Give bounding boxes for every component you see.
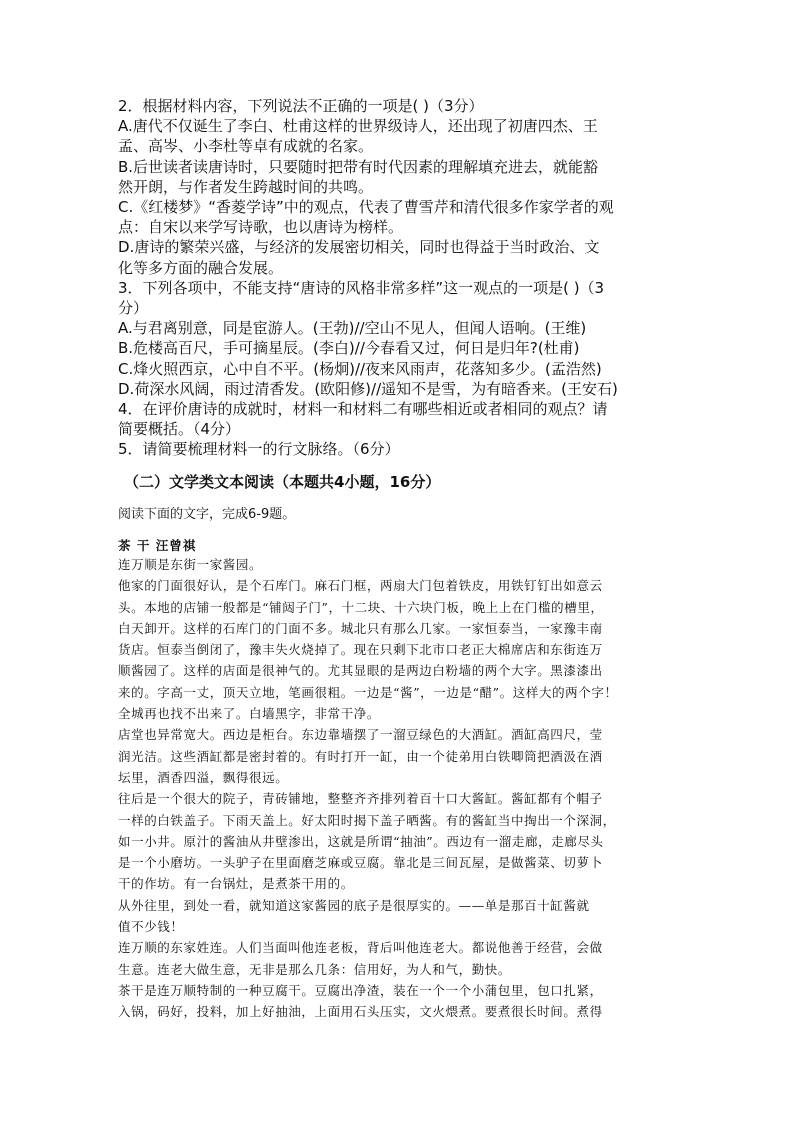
question-line: A.唐代不仅诞生了李白、杜甫这样的世界级诗人，还出现了初唐四杰、王 <box>118 117 598 136</box>
question-line: B.危楼高百尺，手可摘星辰。(李白)//今春看又过，何日是归年?(杜甫) <box>118 339 580 358</box>
question-line: D.荷深水风阔，雨过清香发。(欧阳修)//遥知不是雪，为有暗香来。(王安石) <box>118 379 618 398</box>
story-line: 茶干是连万顺特制的一种豆腐干。豆腐出净渣，装在一个一个小蒲包里，包口扎紧， <box>118 982 603 998</box>
section-header: （二）文学类文本阅读（本题共4小题，16分） <box>124 473 441 491</box>
question-line: C.烽火照西京，心中自不平。(杨炯)//夜来风雨声，花落知多少。(孟浩然) <box>118 359 602 378</box>
story-line: 白天卸开。这样的石库门的门面不多。城北只有那么几家。一家恒泰当，一家豫丰南 <box>118 620 603 636</box>
question-line: 2．根据材料内容，下列说法不正确的一项是( )（3分） <box>118 97 484 115</box>
story-line: 生意。连老大做生意，无非是那么几条：信用好，为人和气，勤快。 <box>118 961 512 977</box>
story-line: 他家的门面很好认，是个石库门。麻石门框，两扇大门包着铁皮，用铁钉钉出如意云 <box>118 578 603 594</box>
question-line: C.《红楼梦》“香菱学诗”中的观点，代表了曹雪芹和清代很多作家学者的观 <box>118 198 614 216</box>
question-line: 4．在评价唐诗的成就时，材料一和材料二有哪些相近或者相同的观点？请 <box>118 400 608 418</box>
story-line: 干的作坊。有一台锅灶，是煮茶干用的。 <box>118 876 354 892</box>
story-line: 连万顺的东家姓连。人们当面叫他连老板，背后叫他连老大。都说他善于经营，会做 <box>118 940 603 956</box>
story-line: 店堂也异常宽大。西边是柜台。东边靠墙摆了一溜豆绿色的大酒缸。酒缸高四尺，莹 <box>118 727 603 743</box>
question-line: 3．下列各项中，不能支持“唐诗的风格非常多样”这一观点的一项是( )（3 <box>118 278 605 297</box>
question-line: A.与君离别意，同是宦游人。(王勃)//空山不见人，但闻人语响。(王维) <box>118 319 587 338</box>
story-line: 坛里，酒香四溢，飘得很远。 <box>118 769 289 785</box>
story-line: 如一小井。原汁的酱油从井壁渗出，这就是所谓“抽油”。西边有一溜走廊，走廊尽头 <box>118 833 604 849</box>
story-line: 从外往里，到处一看，就知道这家酱园的底子是很厚实的。——单是那百十缸酱就 <box>118 897 590 913</box>
story-line: 货店。恒泰当倒闭了，豫丰失火烧掉了。现在只剩下北市口老正大棉席店和东街连万 <box>118 642 603 658</box>
story-line: 入锅，码好，投料，加上好抽油，上面用石头压实，文火煨煮。要煮很长时间。煮得 <box>118 1004 603 1020</box>
question-line: 5．请简要梳理材料一的行文脉络。（6分） <box>118 440 400 459</box>
question-line: B.后世读者读唐诗时，只要随时把带有时代因素的理解填充进去，就能豁 <box>118 157 599 176</box>
question-line: 分） <box>118 299 149 317</box>
story-title: 茶 干 汪曾祺 <box>118 538 197 553</box>
reading-instruction: 阅读下面的文字，完成6-9题。 <box>118 507 296 522</box>
question-line: 然开朗，与作者发生跨越时间的共鸣。 <box>118 177 374 196</box>
story-line: 连万顺是东街一家酱园。 <box>118 557 263 572</box>
story-line: 头。本地的店铺一般都是“铺闼子门”，十二块、十六块门板，晚上上在门槛的槽里， <box>118 599 604 615</box>
story-line: 是一个小磨坊。一头驴子在里面磨芝麻或豆腐。靠北是三间瓦屋，是做酱菜、切萝卜 <box>118 855 603 871</box>
story-line: 一样的白铁盖子。下雨天盖上。好太阳时揭下盖子晒酱。有的酱缸当中掏出一个深洞， <box>118 812 616 828</box>
question-line: 点：自宋以来学写诗歌，也以唐诗为榜样。 <box>118 218 404 237</box>
question-line: 化等多方面的融合发展。 <box>118 258 284 277</box>
story-line: 顺酱园了。这样的店面是很神气的。尤其显眼的是两边白粉墙的两个大字。黑漆漆出 <box>118 663 603 679</box>
story-text <box>118 554 678 1023</box>
story-line: 来的。字高一丈，顶天立地，笔画很粗。一边是“酱”，一边是“醋”。这样大的两个字！ <box>118 684 618 700</box>
question-line: 孟、高岑、小李杜等卓有成就的名家。 <box>118 137 374 156</box>
question-line: 简要概括。（4分） <box>118 420 241 439</box>
story-line: 全城再也找不出来了。白墙黑字，非常干净。 <box>118 706 381 722</box>
story-line: 往后是一个很大的院子，青砖铺地，整整齐齐排列着百十口大酱缸。酱缸都有个帽子 <box>118 791 603 807</box>
question-line: D.唐诗的繁荣兴盛，与经济的发展密切相关，同时也得益于当时政治、文 <box>118 238 600 257</box>
story-line: 值不少钱！ <box>118 919 184 935</box>
story-line: 润光洁。这些酒缸都是密封着的。有时打开一缸，由一个徒弟用白铁唧筒把酒汲在酒 <box>118 748 603 764</box>
